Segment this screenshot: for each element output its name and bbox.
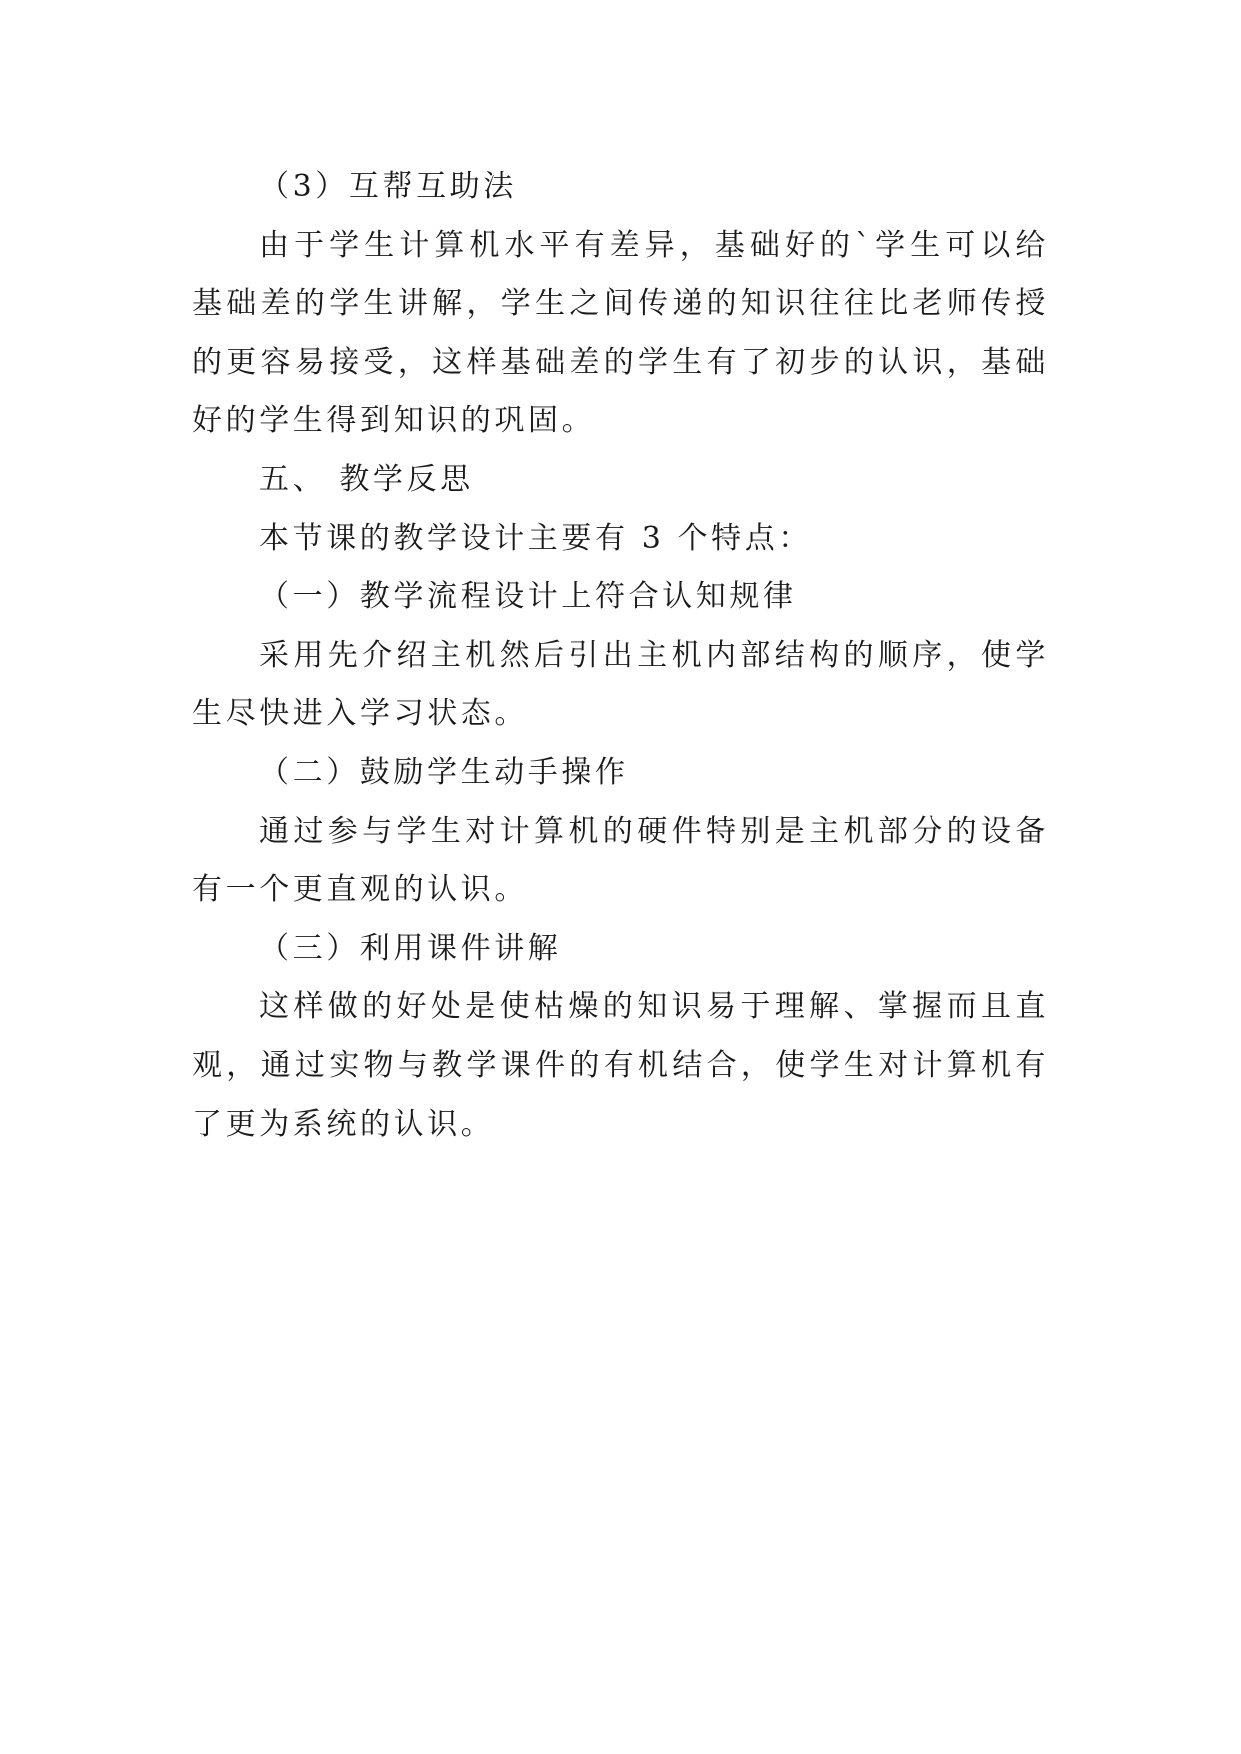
body-paragraph: 本节课的教学设计主要有 3 个特点： xyxy=(259,520,812,556)
body-paragraph: 由于学生计算机水平有差异，基础好的`学生可以给基础差的学生讲解，学生之间传递的知识往往比老师传授的更容易接受，这样基础差的学生有了初步的认识，基础好的学生得到知识的巩固。 xyxy=(192,227,1049,439)
body-paragraph: 这样做的好处是使枯燥的知识易于理解、掌握而且直观，通过实物与教学课件的有机结合，使学生对计算机有了更为系统的认识。 xyxy=(192,989,1049,1142)
subheading-mutual-help-method: （3）互帮互助法 xyxy=(259,169,517,204)
subheading-point-2: （二）鼓励学生动手操作 xyxy=(259,754,629,790)
document-body xyxy=(192,158,1049,1154)
body-paragraph: 通过参与学生对计算机的硬件特别是主机部分的设备有一个更直观的认识。 xyxy=(192,813,1049,908)
subheading-point-3: （三）利用课件讲解 xyxy=(259,930,562,966)
subheading-point-1: （一）教学流程设计上符合认知规律 xyxy=(259,579,797,615)
section-heading-teaching-reflection: 五、 教学反思 xyxy=(259,461,474,497)
body-paragraph: 采用先介绍主机然后引出主机内部结构的顺序，使学生尽快进入学习状态。 xyxy=(192,637,1049,732)
